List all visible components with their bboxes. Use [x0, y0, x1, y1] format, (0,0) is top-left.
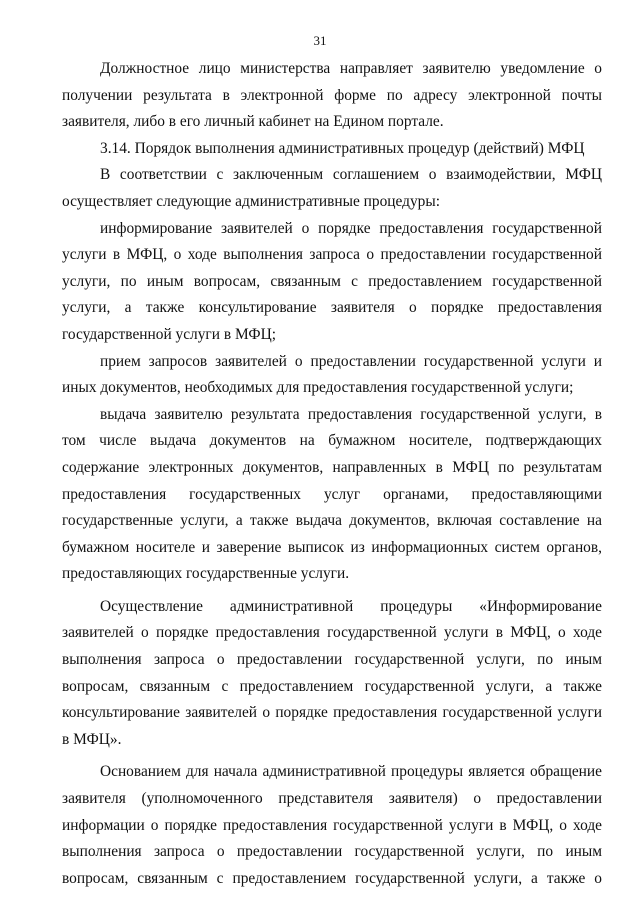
list-item-informing: информирование заявителей о порядке предоставления государственной услуги в МФЦ, о ходе выполнения запроса о предоставлении государственной услуги, по иным вопросам, связанным с предоставлением государственной услуги, а также консультирование заявителя о порядке предоставления государственной услуги в МФЦ; [62, 219, 602, 343]
paragraph-agreement: В соответствии с заключенным соглашением о взаимодействии, МФЦ осуществляет следующие административные процедуры: [62, 166, 602, 210]
section-heading-3-14: 3.14. Порядок выполнения административных процедур (действий) МФЦ [100, 139, 585, 157]
document-body [62, 56, 602, 892]
paragraph-notification: Должностное лицо министерства направляет заявителю уведомление о получении результата в электронной форме по адресу электронной почты заявителя, либо в его личный кабинет на Едином портале. [62, 60, 602, 131]
list-item-reception: прием запросов заявителей о предоставлении государственной услуги и иных документов, необходимых для предоставления государственной услуги; [62, 352, 602, 397]
list-item-issuance: выдача заявителю результата предоставления государственной услуги, в том числе выдача документов на бумажном носителе, подтверждающих содержание электронных документов, направленных в МФЦ по результатам предоставления государственных услуг органами, предоставляющими государственные услуги, а также выдача документов, включая составление на бумажном носителе и заверение выписок из информационных систем органов, предоставляющих государственные услуги. [62, 405, 602, 583]
paragraph-procedure-basis: Основанием для начала административной процедуры является обращение заявителя (уполномоченного представителя заявителя) о предоставлении информации о порядке предоставления государственной услуги в МФЦ, о ходе выполнения запроса о предоставлении государственной услуги, по иным вопросам, связанным с предоставлением государственной услуги, а также о [62, 763, 602, 887]
paragraph-procedure-informing: Осуществление административной процедуры «Информирование заявителей о порядке предоставления государственной услуги в МФЦ, о ходе выполнения запроса о предоставлении государственной услуги, по иным вопросам, связанным с предоставлением государственной услуги, а также консультирование заявителей о порядке предоставления государственной услуги в МФЦ». [62, 597, 602, 748]
page-number: 31 [313, 33, 327, 48]
